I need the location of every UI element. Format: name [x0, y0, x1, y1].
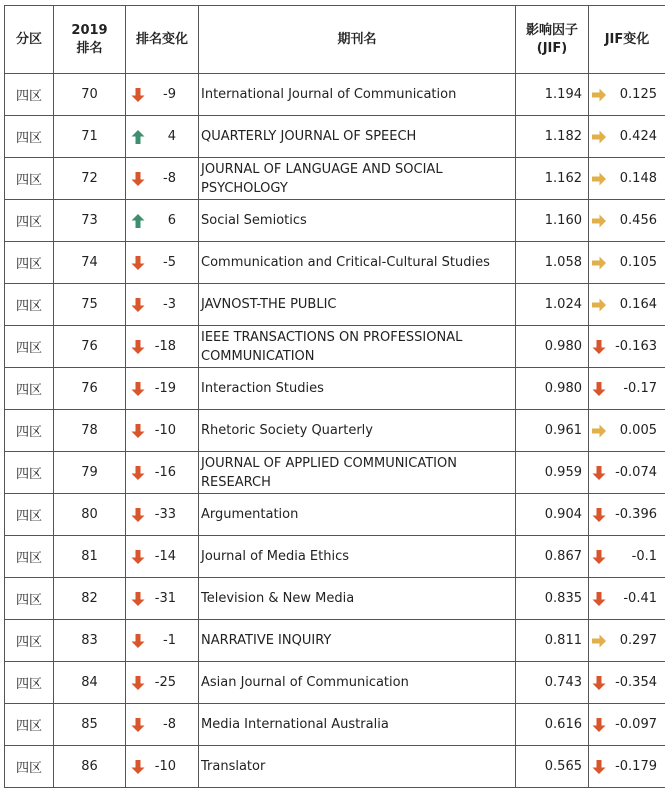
- journal-name: NARRATIVE INQUIRY: [201, 633, 332, 648]
- arrow-right-icon: [591, 255, 607, 271]
- arrow-right-icon: [591, 87, 607, 103]
- table-row: [5, 704, 665, 746]
- rank-change-cell: [126, 158, 199, 200]
- jif-cell: 0.961: [516, 410, 589, 452]
- jif-change-value: -0.097: [615, 717, 657, 732]
- jif-change-cell: [589, 410, 665, 452]
- jif-change-cell: [589, 578, 665, 620]
- rank-change-cell: [126, 200, 199, 242]
- zone-cell: 四区: [5, 494, 54, 536]
- arrow-down-icon: [591, 675, 607, 691]
- journal-name: IEEE TRANSACTIONS ON PROFESSIONAL COMMUNICATION: [201, 329, 463, 364]
- jif-cell: 1.162: [516, 158, 589, 200]
- rank-change-value: -14: [154, 549, 176, 564]
- zone-cell: 四区: [5, 704, 54, 746]
- arrow-up-icon: [130, 213, 146, 229]
- jif-change-value: 0.456: [619, 213, 657, 228]
- arrow-down-icon: [130, 87, 146, 103]
- zone-cell: 四区: [5, 74, 54, 116]
- zone-cell: 四区: [5, 536, 54, 578]
- header-jif: [516, 6, 589, 74]
- journal-name: Television & New Media: [201, 591, 355, 606]
- jif-cell: 0.743: [516, 662, 589, 704]
- arrow-down-icon: [130, 591, 146, 607]
- journal-name-cell: [199, 704, 516, 746]
- rank-cell: 75: [54, 284, 126, 326]
- header-jif-abbr: (JIF): [536, 40, 568, 56]
- jif-cell: 0.980: [516, 326, 589, 368]
- arrow-down-icon: [591, 549, 607, 565]
- rank-change-value: -5: [163, 255, 176, 270]
- rank-change-value: -9: [163, 87, 176, 102]
- table-row: [5, 452, 665, 494]
- journal-name: Journal of Media Ethics: [201, 549, 350, 564]
- journal-name: Translator: [201, 759, 266, 774]
- jif-cell: 1.182: [516, 116, 589, 158]
- zone-cell: 四区: [5, 242, 54, 284]
- journal-name: Asian Journal of Communication: [201, 675, 409, 690]
- journal-name: Communication and Critical-Cultural Studies: [201, 255, 490, 270]
- journal-name-cell: [199, 578, 516, 620]
- jif-change-cell: [589, 284, 665, 326]
- rank-change-value: -33: [154, 507, 176, 522]
- header-jif-label: 影响因子: [525, 22, 578, 38]
- zone-cell: 四区: [5, 158, 54, 200]
- journal-name: QUARTERLY JOURNAL OF SPEECH: [201, 129, 417, 144]
- arrow-down-icon: [591, 717, 607, 733]
- jif-change-value: -0.396: [615, 507, 657, 522]
- journal-name-cell: [199, 410, 516, 452]
- rank-change-cell: [126, 242, 199, 284]
- jif-change-value: -0.1: [631, 549, 657, 564]
- rank-cell: 83: [54, 620, 126, 662]
- rank-change-cell: [126, 326, 199, 368]
- jif-change-cell: [589, 200, 665, 242]
- journal-name-cell: [199, 452, 516, 494]
- arrow-down-icon: [591, 339, 607, 355]
- table-row: [5, 410, 665, 452]
- zone-cell: 四区: [5, 116, 54, 158]
- arrow-down-icon: [130, 507, 146, 523]
- zone-cell: 四区: [5, 326, 54, 368]
- table-row: [5, 536, 665, 578]
- journal-name-cell: [199, 536, 516, 578]
- jif-change-cell: [589, 74, 665, 116]
- rank-change-value: -3: [163, 297, 176, 312]
- arrow-right-icon: [591, 297, 607, 313]
- jif-cell: 0.565: [516, 746, 589, 788]
- rank-cell: 73: [54, 200, 126, 242]
- jif-cell: 1.160: [516, 200, 589, 242]
- arrow-down-icon: [591, 759, 607, 775]
- jif-cell: 1.194: [516, 74, 589, 116]
- arrow-down-icon: [130, 381, 146, 397]
- rank-change-cell: [126, 620, 199, 662]
- arrow-down-icon: [130, 423, 146, 439]
- jif-change-cell: [589, 326, 665, 368]
- journal-name-cell: [199, 116, 516, 158]
- journal-name: Argumentation: [201, 507, 299, 522]
- rank-change-value: -16: [154, 465, 176, 480]
- rank-change-value: -25: [154, 675, 176, 690]
- rank-cell: 80: [54, 494, 126, 536]
- rank-cell: 85: [54, 704, 126, 746]
- jif-change-value: -0.179: [615, 759, 657, 774]
- table-row: [5, 746, 665, 788]
- journal-name: Social Semiotics: [201, 213, 307, 228]
- rank-change-value: -8: [163, 171, 176, 186]
- jif-change-cell: [589, 242, 665, 284]
- arrow-right-icon: [591, 213, 607, 229]
- jif-cell: 1.058: [516, 242, 589, 284]
- rank-cell: 76: [54, 368, 126, 410]
- jif-change-value: 0.005: [619, 423, 657, 438]
- journal-ranking-table: [4, 5, 665, 788]
- header-zone: 分区: [5, 6, 54, 74]
- journal-name-cell: [199, 74, 516, 116]
- rank-cell: 70: [54, 74, 126, 116]
- journal-name: International Journal of Communication: [201, 87, 457, 102]
- header-rank: [54, 6, 126, 74]
- zone-cell: 四区: [5, 452, 54, 494]
- arrow-right-icon: [591, 633, 607, 649]
- rank-cell: 72: [54, 158, 126, 200]
- rank-change-cell: [126, 74, 199, 116]
- jif-change-cell: [589, 662, 665, 704]
- table-body: [5, 74, 665, 788]
- jif-change-value: -0.354: [615, 675, 657, 690]
- rank-change-value: -18: [154, 339, 176, 354]
- journal-name-cell: [199, 284, 516, 326]
- jif-cell: 0.980: [516, 368, 589, 410]
- jif-cell: 1.024: [516, 284, 589, 326]
- journal-name-cell: [199, 326, 516, 368]
- rank-change-value: -10: [154, 423, 176, 438]
- jif-cell: 0.835: [516, 578, 589, 620]
- table-row: [5, 620, 665, 662]
- zone-cell: 四区: [5, 368, 54, 410]
- table-row: [5, 284, 665, 326]
- arrow-down-icon: [591, 465, 607, 481]
- rank-change-value: 4: [167, 129, 176, 144]
- jif-cell: 0.811: [516, 620, 589, 662]
- jif-change-value: 0.105: [619, 255, 657, 270]
- journal-name: JOURNAL OF APPLIED COMMUNICATION RESEARCH: [201, 455, 457, 490]
- zone-cell: 四区: [5, 578, 54, 620]
- journal-name-cell: [199, 494, 516, 536]
- zone-cell: 四区: [5, 284, 54, 326]
- jif-cell: 0.959: [516, 452, 589, 494]
- zone-cell: 四区: [5, 620, 54, 662]
- arrow-down-icon: [130, 549, 146, 565]
- arrow-right-icon: [591, 129, 607, 145]
- jif-change-value: -0.17: [623, 381, 657, 396]
- rank-change-value: -8: [163, 717, 176, 732]
- jif-cell: 0.904: [516, 494, 589, 536]
- jif-change-cell: [589, 536, 665, 578]
- arrow-down-icon: [591, 507, 607, 523]
- arrow-down-icon: [591, 381, 607, 397]
- journal-name: JAVNOST-THE PUBLIC: [201, 297, 337, 312]
- arrow-down-icon: [591, 591, 607, 607]
- rank-change-cell: [126, 746, 199, 788]
- rank-cell: 84: [54, 662, 126, 704]
- arrow-down-icon: [130, 171, 146, 187]
- table-row: [5, 116, 665, 158]
- jif-cell: 0.616: [516, 704, 589, 746]
- jif-cell: 0.867: [516, 536, 589, 578]
- rank-change-value: -1: [163, 633, 176, 648]
- table-row: [5, 326, 665, 368]
- journal-name-cell: [199, 242, 516, 284]
- jif-change-value: -0.41: [623, 591, 657, 606]
- jif-change-cell: [589, 116, 665, 158]
- journal-name: JOURNAL OF LANGUAGE AND SOCIAL PSYCHOLOGY: [201, 161, 443, 196]
- arrow-down-icon: [130, 717, 146, 733]
- zone-cell: 四区: [5, 662, 54, 704]
- rank-cell: 82: [54, 578, 126, 620]
- rank-cell: 74: [54, 242, 126, 284]
- arrow-right-icon: [591, 423, 607, 439]
- header-jif-change: JIF变化: [589, 6, 665, 74]
- journal-name-cell: [199, 200, 516, 242]
- journal-name-cell: [199, 620, 516, 662]
- table-row: [5, 494, 665, 536]
- arrow-down-icon: [130, 465, 146, 481]
- jif-change-cell: [589, 368, 665, 410]
- journal-name: Interaction Studies: [201, 381, 324, 396]
- rank-change-cell: [126, 410, 199, 452]
- rank-change-cell: [126, 662, 199, 704]
- jif-change-value: 0.424: [619, 129, 657, 144]
- jif-change-value: 0.297: [619, 633, 657, 648]
- jif-change-cell: [589, 704, 665, 746]
- header-row: [5, 6, 665, 74]
- arrow-down-icon: [130, 759, 146, 775]
- rank-change-cell: [126, 284, 199, 326]
- journal-name: Rhetoric Society Quarterly: [201, 423, 373, 438]
- journal-name-cell: [199, 368, 516, 410]
- rank-cell: 76: [54, 326, 126, 368]
- table-row: [5, 368, 665, 410]
- jif-change-cell: [589, 494, 665, 536]
- journal-name-cell: [199, 746, 516, 788]
- table-row: [5, 74, 665, 116]
- jif-change-cell: [589, 158, 665, 200]
- rank-change-cell: [126, 704, 199, 746]
- jif-change-cell: [589, 452, 665, 494]
- rank-change-value: 6: [167, 213, 176, 228]
- table-row: [5, 578, 665, 620]
- journal-name-cell: [199, 158, 516, 200]
- jif-change-value: -0.163: [615, 339, 657, 354]
- arrow-down-icon: [130, 297, 146, 313]
- arrow-right-icon: [591, 171, 607, 187]
- arrow-down-icon: [130, 675, 146, 691]
- jif-change-value: -0.074: [615, 465, 657, 480]
- zone-cell: 四区: [5, 200, 54, 242]
- jif-change-value: 0.164: [619, 297, 657, 312]
- table-row: [5, 158, 665, 200]
- rank-change-value: -10: [154, 759, 176, 774]
- jif-change-value: 0.148: [619, 171, 657, 186]
- header-rank-year: 2019: [71, 22, 108, 38]
- rank-change-cell: [126, 578, 199, 620]
- rank-change-cell: [126, 116, 199, 158]
- rank-change-cell: [126, 368, 199, 410]
- rank-cell: 71: [54, 116, 126, 158]
- header-journal: 期刊名: [199, 6, 516, 74]
- rank-cell: 81: [54, 536, 126, 578]
- rank-cell: 78: [54, 410, 126, 452]
- zone-cell: 四区: [5, 746, 54, 788]
- rank-cell: 86: [54, 746, 126, 788]
- rank-change-value: -19: [154, 381, 176, 396]
- arrow-up-icon: [130, 129, 146, 145]
- arrow-down-icon: [130, 339, 146, 355]
- journal-name: Media International Australia: [201, 717, 389, 732]
- rank-change-value: -31: [154, 591, 176, 606]
- arrow-down-icon: [130, 633, 146, 649]
- table-row: [5, 200, 665, 242]
- header-rank-label: 排名: [76, 40, 103, 56]
- journal-name-cell: [199, 662, 516, 704]
- header-rank-change: 排名变化: [126, 6, 199, 74]
- rank-change-cell: [126, 452, 199, 494]
- rank-change-cell: [126, 494, 199, 536]
- jif-change-value: 0.125: [619, 87, 657, 102]
- jif-change-cell: [589, 746, 665, 788]
- rank-change-cell: [126, 536, 199, 578]
- arrow-down-icon: [130, 255, 146, 271]
- rank-cell: 79: [54, 452, 126, 494]
- zone-cell: 四区: [5, 410, 54, 452]
- table-row: [5, 242, 665, 284]
- table-row: [5, 662, 665, 704]
- jif-change-cell: [589, 620, 665, 662]
